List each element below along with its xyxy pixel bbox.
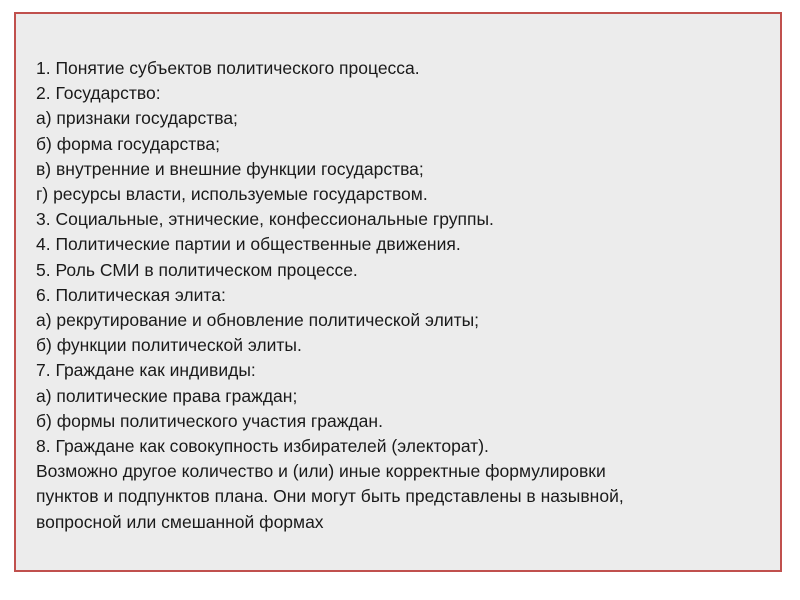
plan-line-7: 7. Граждане как индивиды: [36, 360, 256, 381]
plan-line-8: 8. Граждане как совокупность избирателей (электорат). [36, 436, 489, 457]
plan-line-2: 2. Государство: [36, 83, 161, 104]
note-line-2: пунктов и подпунктов плана. Они могут быть представлены в назывной, [36, 486, 624, 507]
plan-subline-2a: а) признаки государства; [36, 108, 238, 129]
plan-subline-6b: б) функции политической элиты. [36, 335, 302, 356]
plan-line-5: 5. Роль СМИ в политическом процессе. [36, 259, 358, 280]
plan-line-1: 1. Понятие субъектов политического процесса. [36, 58, 420, 78]
plan-subline-2b: б) форма государства; [36, 133, 220, 154]
plan-subline-6a: а) рекрутирование и обновление политической элиты; [36, 310, 480, 331]
plan-subline-2c: в) внутренние и внешние функции государства; [36, 158, 424, 179]
plan-subline-7b: б) формы политического участия граждан. [36, 410, 383, 431]
plan-line-4: 4. Политические партии и общественные движения. [36, 234, 461, 255]
plan-line-3: 3. Социальные, этнические, конфессиональные группы. [36, 209, 494, 230]
note-line-3: вопросной или смешанной формах [36, 511, 324, 532]
plan-line-6: 6. Политическая элита: [36, 284, 226, 305]
plan-subline-7a: а) политические права граждан; [36, 385, 298, 406]
plan-subline-2d: г) ресурсы власти, используемые государством. [36, 184, 428, 205]
text-frame [14, 12, 782, 572]
note-line-1: Возможно другое количество и (или) иные корректные формулировки [36, 461, 606, 482]
plan-text [36, 56, 776, 535]
